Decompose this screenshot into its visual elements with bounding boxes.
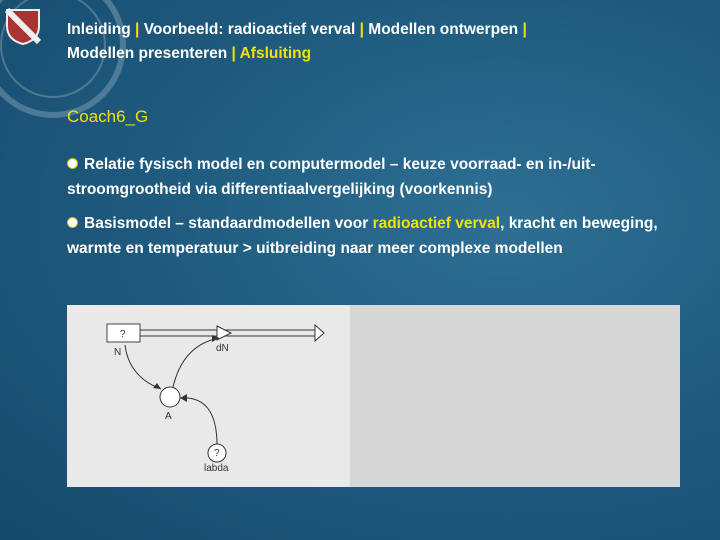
nav-separator: | — [231, 45, 236, 62]
bullet-icon — [67, 217, 78, 228]
nav-item-inleiding[interactable]: Inleiding — [67, 21, 131, 38]
highlight-link[interactable]: radioactief verval — [372, 215, 501, 232]
stock-symbol: ? — [120, 329, 126, 340]
stock-label: N — [114, 347, 122, 358]
list-item-text: , kracht en beweging, warmte en temperatuur > uitbreiding naar meer complexe modellen — [67, 215, 658, 257]
list-item — [67, 211, 677, 261]
connector-labda-to-a — [180, 398, 217, 445]
list-item-text: Relatie fysisch model en computermodel – keuze voorraad- en in-/uit-stroomgrootheid via differentiaalvergelijking (voorkennis) — [67, 156, 596, 198]
auxiliary-label: A — [165, 411, 172, 422]
nav-separator: | — [522, 21, 527, 38]
nav-separator: | — [135, 21, 140, 38]
bullet-list — [67, 152, 677, 270]
nav-item-modellen-presenteren[interactable]: Modellen presenteren — [67, 45, 228, 62]
nav-separator: | — [359, 21, 364, 38]
connector-n-to-a — [125, 345, 161, 389]
list-item-text: Basismodel – standaardmodellen voor — [84, 215, 373, 232]
connector-arrowhead — [180, 394, 187, 402]
breadcrumb-nav — [67, 18, 667, 66]
flow-valve[interactable] — [217, 326, 231, 340]
diagram-graphic — [67, 305, 680, 487]
nav-item-voorbeeld[interactable]: Voorbeeld: radioactief verval — [143, 21, 356, 38]
flow-arrowhead — [315, 325, 324, 341]
bullet-icon — [67, 158, 78, 169]
constant-label: labda — [204, 463, 229, 474]
connector-a-to-valve — [173, 338, 219, 387]
shield-icon — [3, 6, 43, 46]
auxiliary-circle[interactable] — [160, 387, 180, 407]
constant-symbol: ? — [214, 448, 220, 459]
page-title: Coach6_G — [67, 107, 149, 126]
model-diagram — [67, 305, 680, 487]
nav-item-modellen-ontwerpen[interactable]: Modellen ontwerpen — [368, 21, 519, 38]
nav-item-afsluiting[interactable]: Afsluiting — [239, 45, 312, 62]
list-item — [67, 152, 677, 202]
flow-label: dN — [216, 343, 229, 354]
